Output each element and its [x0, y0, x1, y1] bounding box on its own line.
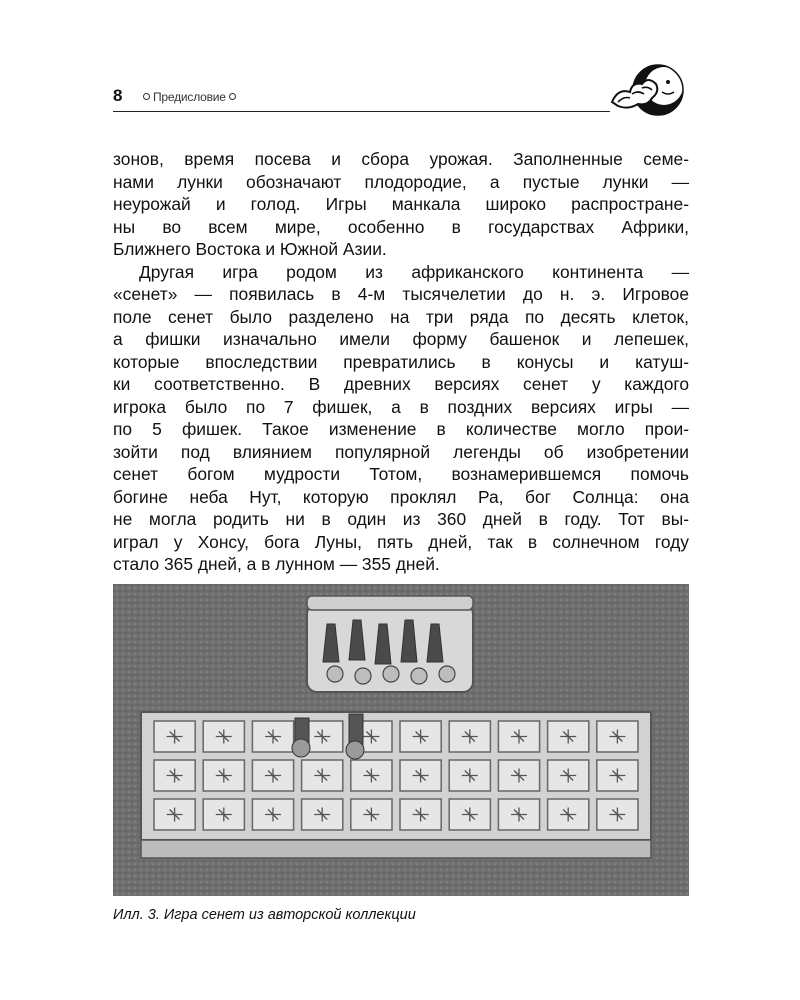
- text-line: игрока было по 7 фишек, а в поздних версиях игры —: [113, 396, 689, 417]
- text-line: богине неба Нут, которую проклял Ра, бог Солнца: она: [113, 486, 689, 507]
- bullet-icon: [143, 93, 150, 100]
- text-line: ны во всем мире, особенно в государствах Африки,: [113, 216, 689, 237]
- text-line: Ближнего Востока и Южной Азии.: [113, 239, 387, 259]
- paragraph-1: [113, 148, 689, 261]
- figure-caption: Илл. 3. Игра сенет из авторской коллекции: [113, 907, 416, 923]
- header-rule: [113, 111, 610, 112]
- text-line: которые впоследствии превратились в конусы и катуш-: [113, 351, 689, 372]
- text-line: по 5 фишек. Такое изменение в количестве могло прои-: [113, 419, 689, 439]
- text-line: Другая игра родом из африканского континента —: [139, 261, 689, 282]
- text-line: а фишки изначально имели форму башенок и лепешек,: [113, 329, 689, 349]
- page-header: [113, 66, 693, 116]
- text-line: нами лунки обозначают плодородие, а пустые лунки —: [113, 171, 689, 192]
- section-title-wrapper: [140, 90, 239, 104]
- paragraph-2: [113, 261, 689, 576]
- text-line: поле сенет было разделено на три ряда по десять клеток,: [113, 306, 689, 327]
- page-number: 8: [113, 86, 123, 105]
- moon-sun-emblem-icon: [608, 62, 690, 118]
- text-line: ки соответственно. В древних версиях сенет у каждого: [113, 374, 689, 394]
- text-line: не могла родить ни в один из 360 дней в году. Тот вы-: [113, 509, 689, 529]
- bullet-icon: [229, 93, 236, 100]
- body-text: [113, 148, 689, 576]
- text-line: зонов, время посева и сбора урожая. Заполненные семе-: [113, 149, 689, 169]
- senet-board-photo-icon: [113, 584, 689, 896]
- text-line: сенет богом мудрости Тотом, вознамерившемся помочь: [113, 464, 689, 484]
- text-line: неурожай и голод. Игры манкала широко распростране-: [113, 194, 689, 214]
- text-line: стало 365 дней, а в лунном — 355 дней.: [113, 554, 440, 574]
- text-line: играл у Хонсу, бога Луны, пять дней, так в солнечном году: [113, 531, 689, 552]
- senet-photo: [113, 584, 689, 896]
- text-line: зойти под влиянием популярной легенды об изобретении: [113, 441, 689, 462]
- text-line: «сенет» — появилась в 4-м тысячелетии до н. э. Игровое: [113, 284, 689, 304]
- section-title: Предисловие: [153, 90, 226, 104]
